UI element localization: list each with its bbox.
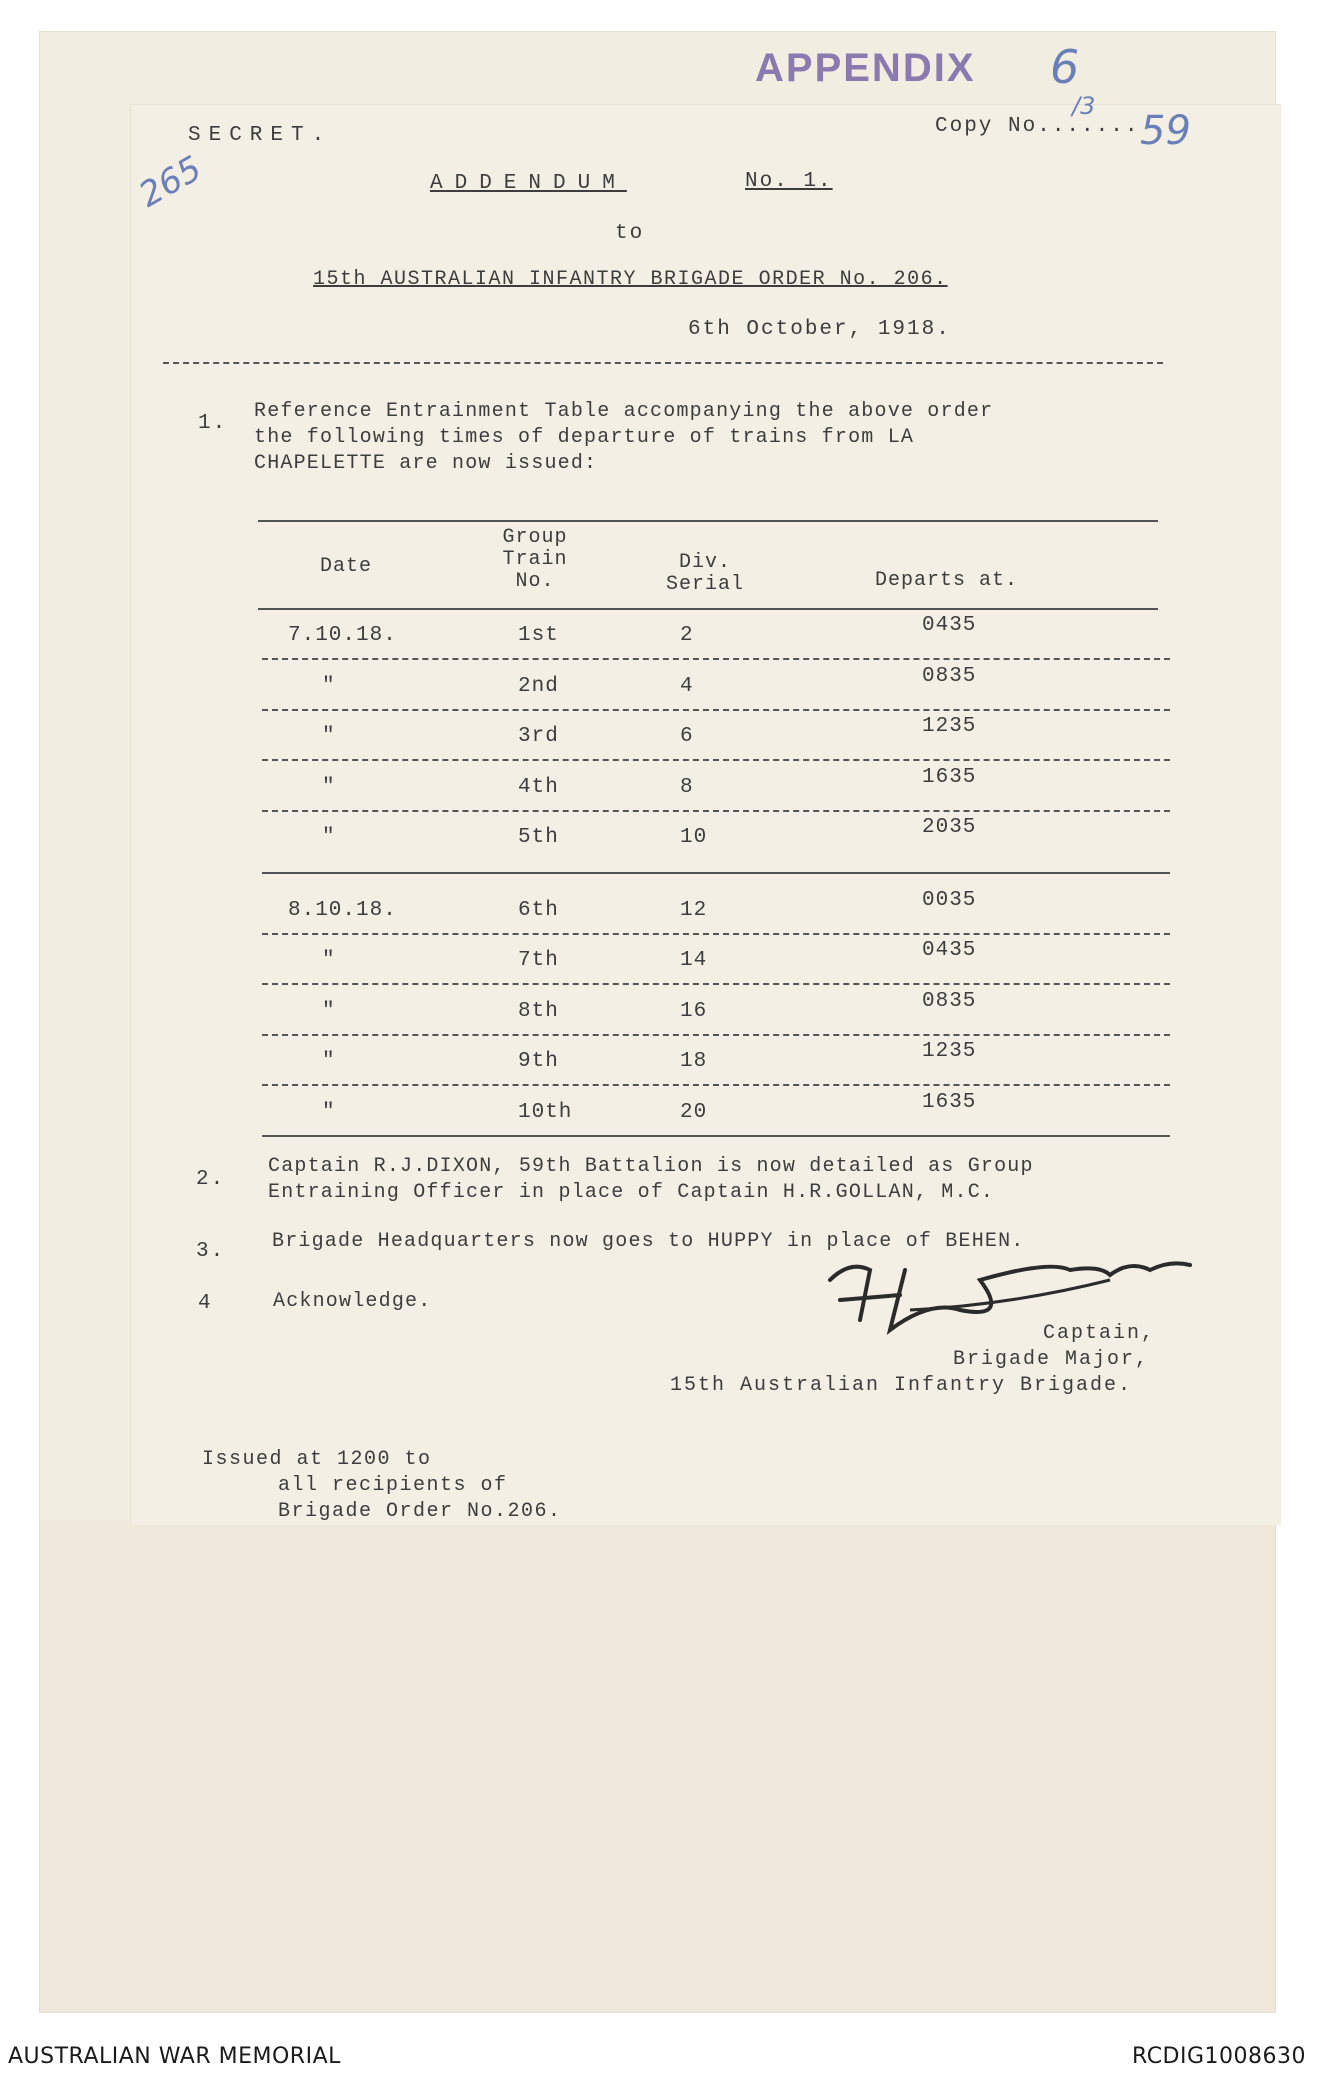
cell-departs: 0035: [922, 888, 977, 912]
header-serial-line: Serial: [665, 573, 744, 596]
cell-departs: 0435: [922, 614, 977, 637]
order-date: 6th October, 1918.: [688, 318, 951, 341]
cell-train: 3rd: [518, 725, 559, 748]
table-row-divider: [262, 1034, 1170, 1036]
cell-departs: 1235: [922, 715, 977, 738]
pencil-appendix-number: 6: [1050, 40, 1080, 94]
para1-number: 1.: [198, 412, 228, 435]
appendix-stamp: APPENDIX: [755, 46, 976, 90]
order-title: 15th AUSTRALIAN INFANTRY BRIGADE ORDER No. 206.: [313, 268, 948, 291]
header-divider: [163, 362, 1163, 364]
table-row-divider: [262, 983, 1170, 985]
issued-line-2: all recipients of: [278, 1474, 508, 1497]
copy-number: Copy No.......: [935, 115, 1140, 138]
cell-train: 1st: [518, 624, 559, 647]
issued-line-1: Issued at 1200 to: [202, 1448, 432, 1471]
footer-left: AUSTRALIAN WAR MEMORIAL: [8, 2044, 341, 2069]
cell-departs: 0835: [922, 989, 977, 1013]
pencil-copy-number: 59: [1140, 108, 1191, 154]
cell-date: ": [322, 1050, 336, 1073]
cell-train: 2nd: [518, 674, 559, 698]
cell-date: ": [322, 949, 336, 972]
table-row-divider: [262, 658, 1170, 660]
cell-train: 6th: [518, 898, 559, 922]
addendum-number: No. 1.: [745, 170, 833, 193]
pencil-folio: 265: [132, 148, 209, 216]
cell-date: ": [322, 725, 336, 748]
cell-train: 9th: [518, 1050, 559, 1073]
signature-role: Brigade Major,: [953, 1348, 1150, 1371]
cell-train: 10th: [518, 1100, 573, 1124]
header-departs: Departs at.: [875, 569, 1019, 592]
cell-serial: 10: [680, 826, 708, 849]
cell-departs: 1235: [922, 1040, 977, 1063]
cell-serial: 16: [680, 999, 708, 1023]
cell-departs: 1635: [922, 1090, 977, 1114]
cell-date: ": [322, 775, 336, 799]
header-date: Date: [320, 555, 373, 578]
para4-number: 4: [198, 1292, 213, 1315]
signature-rank: Captain,: [1043, 1322, 1156, 1345]
table-row-divider: [262, 933, 1170, 935]
cell-serial: 4: [680, 674, 694, 698]
para2-number: 2.: [196, 1168, 226, 1191]
header-group-train-no: [490, 527, 580, 593]
table-row-divider: [262, 709, 1170, 711]
table-row-divider: [262, 759, 1170, 761]
header-div-serial: [660, 552, 750, 596]
header-group-line: Group: [502, 526, 568, 549]
cell-departs: 2035: [922, 816, 977, 839]
cell-train: 5th: [518, 826, 559, 849]
to-label: to: [615, 222, 645, 245]
table-row-divider: [262, 1084, 1170, 1086]
cell-date: 8.10.18.: [288, 898, 397, 922]
header-no-line: No.: [515, 570, 555, 593]
pencil-fraction: /3: [1072, 92, 1096, 120]
cell-date: ": [322, 674, 336, 698]
para2-line-1: Captain R.J.DIXON, 59th Battalion is now detailed as Group: [268, 1155, 1034, 1178]
cell-serial: 18: [680, 1050, 708, 1073]
para3-number: 3.: [196, 1240, 226, 1263]
cell-date: ": [322, 826, 336, 849]
table-top-rule: [258, 520, 1158, 522]
cell-departs: 0435: [922, 939, 977, 962]
cell-train: 4th: [518, 775, 559, 799]
cell-serial: 12: [680, 898, 708, 922]
signature-unit: 15th Australian Infantry Brigade.: [670, 1374, 1133, 1397]
cell-serial: 14: [680, 949, 708, 972]
footer-right: RCDIG1008630: [1132, 2044, 1307, 2069]
header-div-line: Div.: [678, 551, 731, 574]
para1-line-3: CHAPELETTE are now issued:: [254, 452, 598, 475]
cell-departs: 0835: [922, 664, 977, 688]
para1-line-2: the following times of departure of trains from LA: [254, 426, 915, 449]
cell-date: ": [322, 999, 336, 1023]
cell-serial: 20: [680, 1100, 708, 1124]
backing-page: [40, 1520, 1275, 2012]
cell-serial: 6: [680, 725, 694, 748]
secret-label: SECRET.: [188, 124, 333, 147]
table-row-divider: [262, 872, 1170, 874]
para4-text: Acknowledge.: [273, 1290, 432, 1313]
cell-serial: 8: [680, 775, 694, 799]
table-header-rule: [258, 608, 1158, 610]
header-train-line: Train: [502, 548, 568, 571]
para3-text: Brigade Headquarters now goes to HUPPY in place of BEHEN.: [272, 1230, 1025, 1253]
para2-line-2: Entraining Officer in place of Captain H.R.GOLLAN, M.C.: [268, 1181, 995, 1204]
table-row-divider: [262, 1135, 1170, 1137]
para1-line-1: Reference Entrainment Table accompanying the above order: [254, 400, 994, 423]
cell-date: ": [322, 1100, 336, 1124]
cell-train: 7th: [518, 949, 559, 972]
cell-date: 7.10.18.: [288, 624, 397, 647]
issued-line-3: Brigade Order No.206.: [278, 1500, 562, 1523]
cell-serial: 2: [680, 624, 694, 647]
table-row-divider: [262, 810, 1170, 812]
cell-train: 8th: [518, 999, 559, 1023]
cell-departs: 1635: [922, 765, 977, 789]
addendum-title: ADDENDUM: [430, 172, 627, 195]
